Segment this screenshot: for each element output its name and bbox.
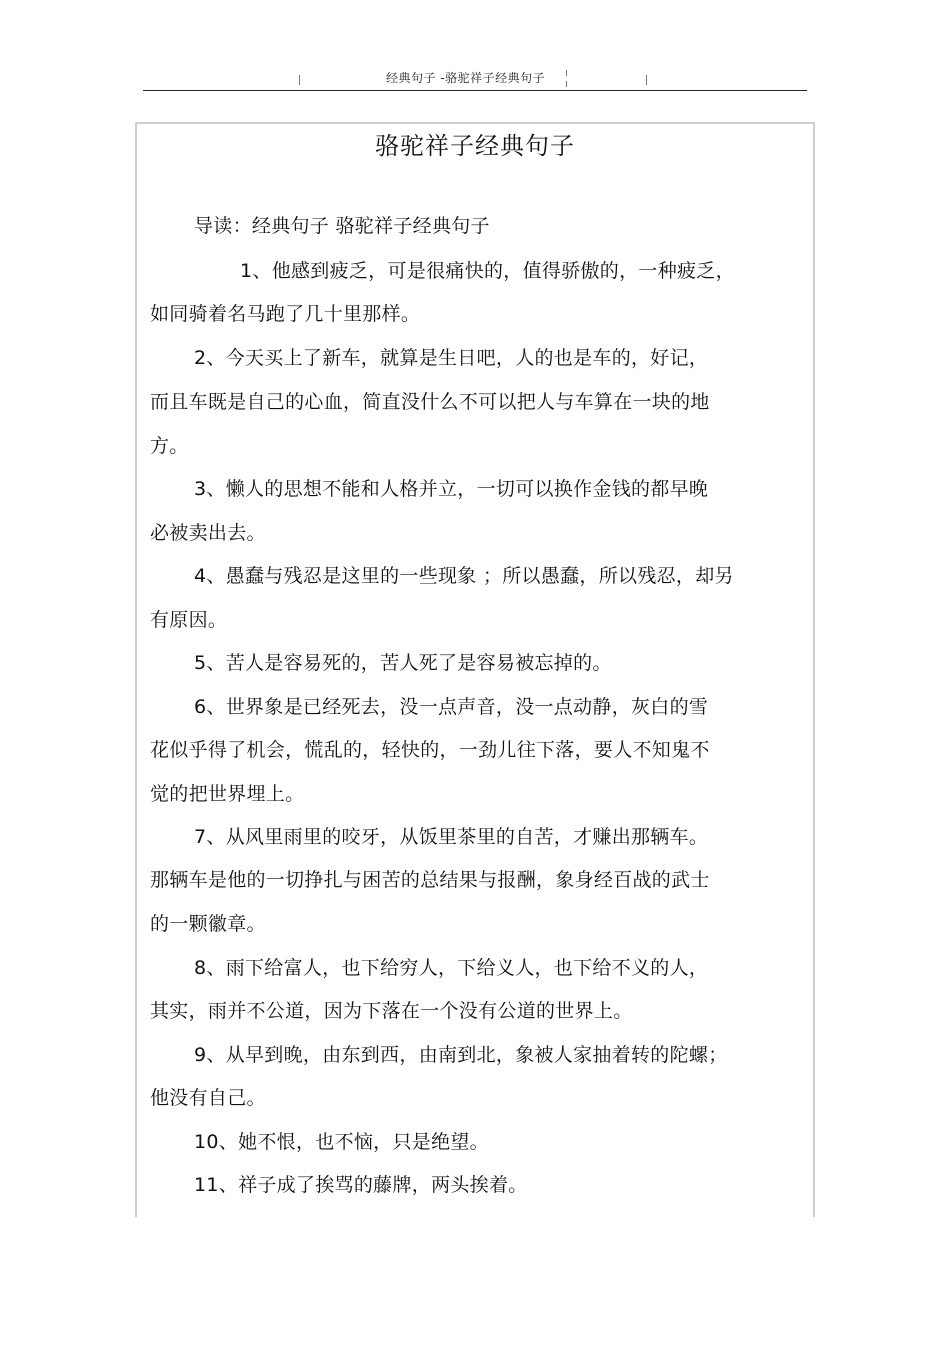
body-line: 花似乎得了机会，慌乱的，轻快的，一劲儿往下落，要人不知鬼不 xyxy=(150,739,710,761)
header-tick-left xyxy=(299,75,300,85)
body-line: 8、雨下给富人，也下给穷人，下给义人，也下给不义的人， xyxy=(194,957,709,979)
body-line: 5、苦人是容易死的，苦人死了是容易被忘掉的。 xyxy=(194,652,612,674)
body-line: 7、从风里雨里的咬牙，从饭里茶里的自苦，才赚出那辆车。 xyxy=(194,826,709,848)
body-line: 2、今天买上了新车，就算是生日吧，人的也是车的，好记， xyxy=(194,347,709,369)
body-line: 觉的把世界埋上。 xyxy=(150,783,305,805)
header-tick-mid-bottom xyxy=(566,81,567,87)
header-tick-right xyxy=(646,75,647,85)
body-line: 其实，雨并不公道，因为下落在一个没有公道的世界上。 xyxy=(150,1000,633,1022)
body-line: 方。 xyxy=(150,435,189,457)
body-line: 10、她不恨，也不恼，只是绝望。 xyxy=(194,1131,489,1153)
body-line: 4、愚蠢与残忍是这里的一些现象 ；所以愚蠢，所以残忍，却另 xyxy=(194,565,734,587)
document-title: 骆驼祥子经典句子 xyxy=(375,132,575,160)
running-header-text: 经典句子 -骆驼祥子经典句子 xyxy=(386,71,546,85)
body-line: 他没有自己。 xyxy=(150,1087,266,1109)
body-line: 必被卖出去。 xyxy=(150,522,266,544)
header-rule xyxy=(143,90,807,91)
body-line: 有原因。 xyxy=(150,609,228,631)
intro-text: 导读：经典句子 骆驼祥子经典句子 xyxy=(194,215,490,237)
body-line: 而且车既是自己的心血，简直没什么不可以把人与车算在一块的地 xyxy=(150,391,710,413)
body-line: 1、他感到疲乏，可是很痛快的，值得骄傲的，一种疲乏， xyxy=(240,260,735,282)
body-line: 3、懒人的思想不能和人格并立，一切可以换作金钱的都早晚 xyxy=(194,478,709,500)
header-tick-mid-top xyxy=(566,70,567,76)
running-header xyxy=(0,66,950,90)
body-line: 如同骑着名马跑了几十里那样。 xyxy=(150,303,421,325)
body-line: 的一颗徽章。 xyxy=(150,913,266,935)
body-line: 6、世界象是已经死去，没一点声音，没一点动静，灰白的雪 xyxy=(194,696,709,718)
body-line: 9、从早到晚，由东到西，由南到北，象被人家抽着转的陀螺； xyxy=(194,1044,728,1066)
body-line: 那辆车是他的一切挣扎与困苦的总结果与报酬，象身经百战的武士 xyxy=(150,869,710,891)
body-line: 11、祥子成了挨骂的藤牌，两头挨着。 xyxy=(194,1174,528,1196)
